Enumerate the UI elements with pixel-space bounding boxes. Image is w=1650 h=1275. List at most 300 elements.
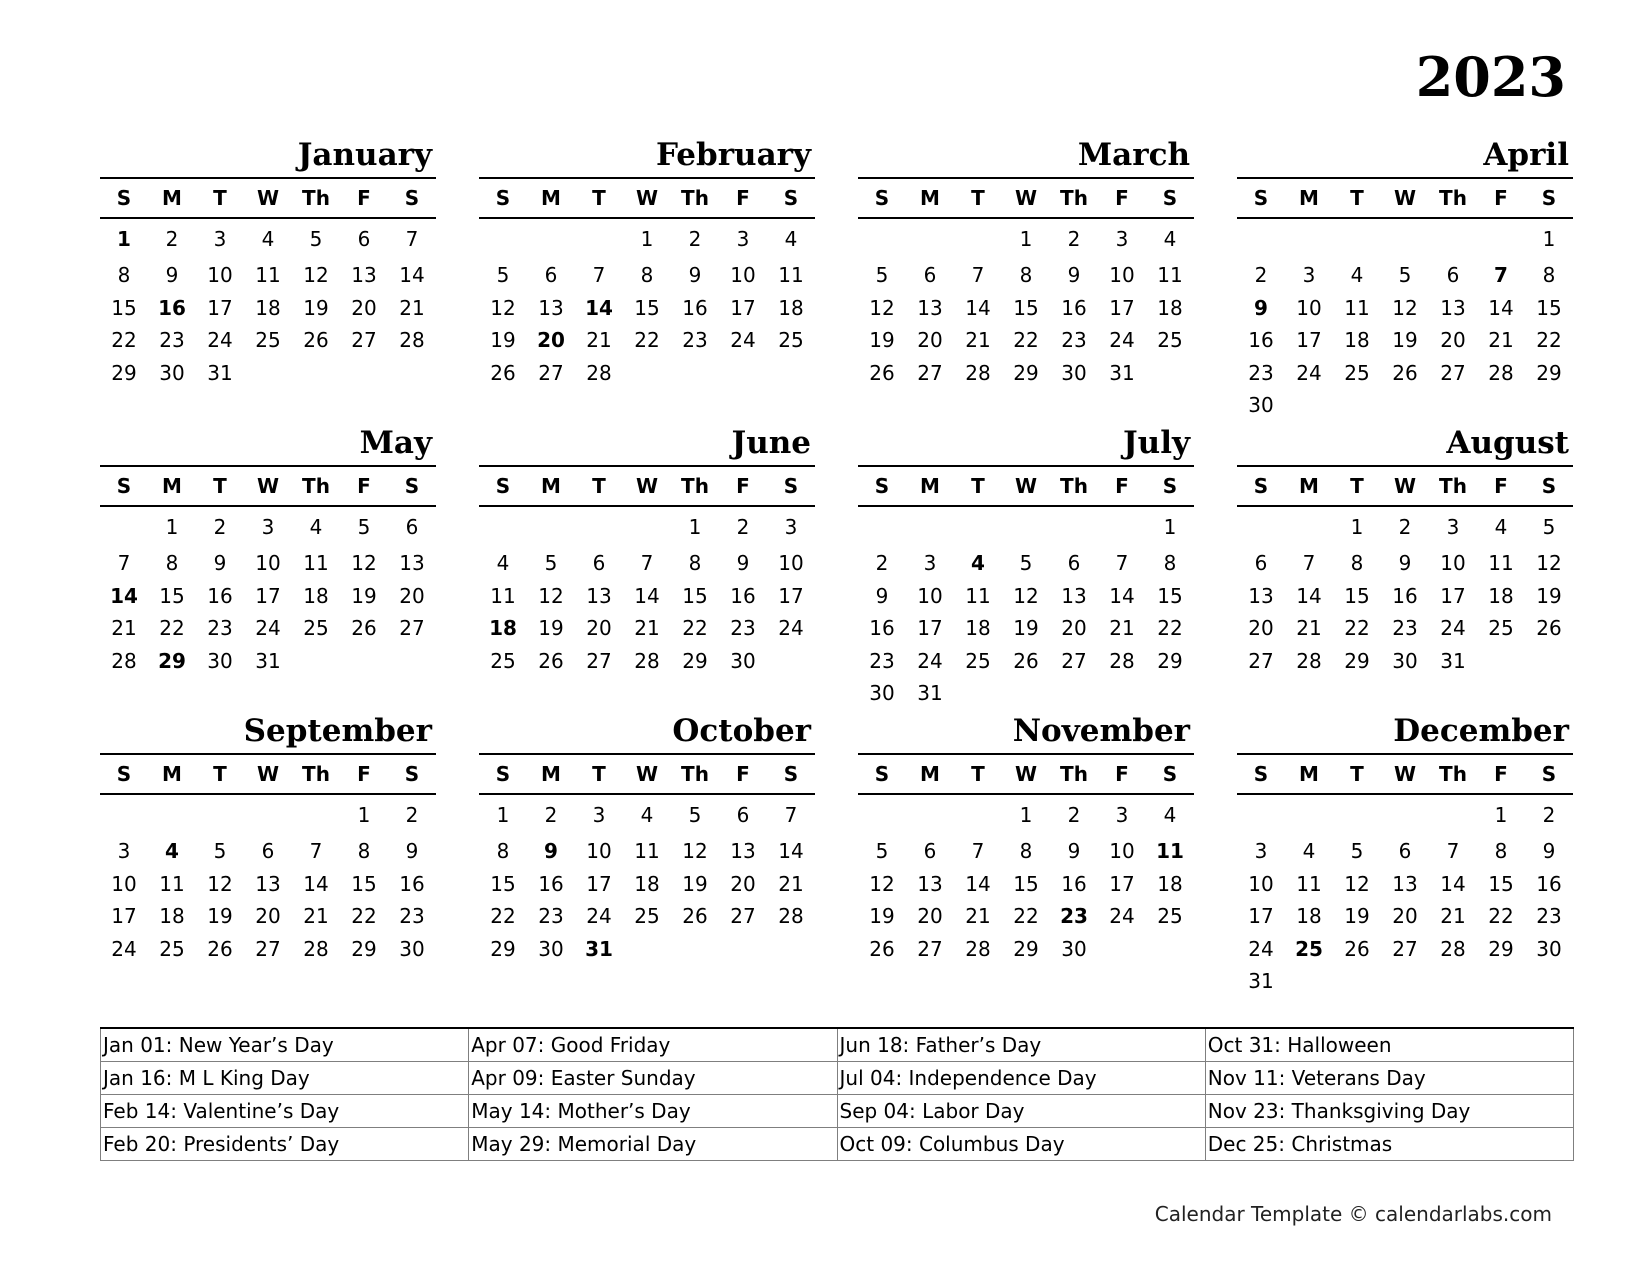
week-row (479, 357, 815, 390)
day-cell: 20 (586, 616, 612, 640)
day-cell: 22 (1488, 904, 1514, 928)
week-row (479, 868, 815, 901)
month-name: November (858, 709, 1194, 755)
year-title: 2023 (1415, 45, 1566, 109)
week-row (100, 259, 436, 292)
day-cell: 28 (965, 936, 991, 961)
week-row (1237, 324, 1573, 357)
day-cell: 10 (730, 263, 756, 287)
day-cell: 28 (965, 360, 991, 385)
day-cell: 15 (490, 871, 516, 896)
day-cell: 14 (1488, 295, 1514, 320)
empty-day-cell (479, 223, 527, 259)
week-row (858, 324, 1194, 357)
day-cell: 29 (682, 648, 708, 673)
day-cell: 16 (1061, 295, 1087, 320)
day-cell: 26 (303, 328, 329, 352)
week-row (100, 868, 436, 901)
empty-day-cell (1285, 389, 1333, 422)
month-name: October (479, 709, 815, 755)
day-cell: 16 (1392, 583, 1418, 608)
day-of-week-label: W (256, 762, 280, 786)
day-cell: 22 (1157, 616, 1183, 640)
day-cell: 16 (730, 583, 756, 608)
day-cell: 26 (207, 936, 233, 961)
month-july (858, 421, 1194, 709)
day-of-week-header (100, 467, 436, 507)
day-cell: 28 (1109, 648, 1135, 673)
day-cell: 7 (971, 839, 985, 863)
day-cell: 21 (965, 904, 991, 928)
day-cell: 4 (261, 227, 275, 251)
day-cell: 1 (640, 227, 654, 251)
day-cell: 23 (159, 328, 185, 352)
day-cell: 19 (351, 583, 377, 608)
day-cell: 4 (496, 551, 510, 575)
day-of-week-label: W (635, 474, 659, 498)
empty-day-cell (858, 799, 906, 835)
day-cell: 8 (496, 839, 510, 863)
day-cell: 27 (399, 616, 425, 640)
empty-day-cell (954, 677, 1002, 710)
empty-day-cell (1098, 933, 1146, 966)
day-of-week-label: S (1541, 474, 1557, 498)
empty-day-cell (954, 799, 1002, 835)
week-row (100, 799, 436, 835)
day-cell: 5 (1542, 515, 1556, 539)
week-row (1237, 933, 1573, 966)
holiday-cell: Sep 04: Labor Day (837, 1095, 1205, 1128)
day-cell: 1 (1019, 227, 1033, 251)
holiday-cell: Dec 25: Christmas (1205, 1128, 1573, 1161)
day-of-week-label: S (404, 186, 420, 210)
month-name: April (1237, 133, 1573, 179)
empty-day-cell (1381, 223, 1429, 259)
day-cell: 6 (923, 839, 937, 863)
day-of-week-label: Th (302, 762, 330, 786)
month-march (858, 133, 1194, 421)
day-cell: 10 (1296, 295, 1322, 320)
week-row (479, 259, 815, 292)
day-cell: 30 (159, 360, 185, 385)
week-row (1237, 612, 1573, 645)
day-cell: 19 (538, 616, 564, 640)
empty-day-cell (1002, 511, 1050, 547)
day-cell: 15 (1344, 583, 1370, 608)
week-row (479, 580, 815, 613)
day-cell: 17 (1248, 904, 1274, 928)
day-cell: 25 (255, 328, 281, 352)
empty-day-cell (1237, 223, 1285, 259)
day-cell: 10 (917, 583, 943, 608)
empty-day-cell (1333, 223, 1381, 259)
day-cell: 13 (1248, 583, 1274, 608)
day-cell: 6 (357, 227, 371, 251)
day-cell: 26 (682, 904, 708, 928)
day-cell: 8 (357, 839, 371, 863)
week-row (479, 292, 815, 325)
empty-day-cell (100, 799, 148, 835)
day-cell: 12 (682, 839, 708, 863)
day-cell: 11 (965, 583, 991, 608)
empty-day-cell (623, 357, 671, 390)
day-cell: 21 (399, 295, 425, 320)
day-cell: 3 (1302, 263, 1316, 287)
day-cell: 30 (1392, 648, 1418, 673)
day-cell: 3 (736, 227, 750, 251)
empty-day-cell (1525, 389, 1573, 422)
day-of-week-label: W (256, 186, 280, 210)
day-cell: 3 (1446, 515, 1460, 539)
day-cell: 19 (490, 328, 516, 352)
week-row (479, 511, 815, 547)
week-row (1237, 645, 1573, 678)
month-may (100, 421, 436, 709)
month-name: July (858, 421, 1194, 467)
day-of-week-label: T (1350, 186, 1364, 210)
day-cell: 9 (736, 551, 750, 575)
day-cell: 8 (117, 263, 131, 287)
day-cell: 25 (1157, 904, 1183, 928)
day-cell: 18 (1344, 328, 1370, 352)
day-of-week-label: F (1115, 186, 1129, 210)
day-cell: 17 (730, 295, 756, 320)
week-row (1237, 292, 1573, 325)
empty-day-cell (767, 645, 815, 678)
day-cell: 9 (688, 263, 702, 287)
day-cell: 13 (586, 583, 612, 608)
empty-day-cell (1429, 223, 1477, 259)
empty-day-cell (388, 357, 436, 390)
holiday-cell: Jan 01: New Year’s Day (101, 1028, 469, 1062)
day-cell: 29 (158, 648, 186, 673)
empty-day-cell (1146, 677, 1194, 710)
day-cell: 8 (1019, 263, 1033, 287)
day-cell: 15 (1157, 583, 1183, 608)
week-row (479, 933, 815, 966)
empty-day-cell (1429, 799, 1477, 835)
empty-day-cell (671, 357, 719, 390)
empty-day-cell (196, 799, 244, 835)
empty-day-cell (479, 511, 527, 547)
day-cell: 14 (303, 871, 329, 896)
day-cell: 24 (1440, 616, 1466, 640)
day-cell: 5 (1019, 551, 1033, 575)
day-cell: 3 (592, 803, 606, 827)
day-cell: 14 (634, 583, 660, 608)
day-cell: 18 (778, 295, 804, 320)
day-cell: 23 (869, 648, 895, 673)
day-cell: 25 (159, 936, 185, 961)
day-cell: 19 (1344, 904, 1370, 928)
day-of-week-label: W (1393, 762, 1417, 786)
day-cell: 12 (1536, 551, 1562, 575)
day-cell: 10 (778, 551, 804, 575)
day-cell: 22 (1344, 616, 1370, 640)
day-cell: 24 (917, 648, 943, 673)
day-cell: 16 (1248, 328, 1274, 352)
day-cell: 19 (869, 904, 895, 928)
week-row (479, 547, 815, 580)
day-cell: 24 (1109, 328, 1135, 352)
day-cell: 6 (544, 263, 558, 287)
day-cell: 15 (1536, 295, 1562, 320)
day-cell: 11 (303, 551, 329, 575)
empty-day-cell (1429, 965, 1477, 998)
day-cell: 20 (255, 904, 281, 928)
day-cell: 4 (165, 839, 179, 863)
day-cell: 1 (1163, 515, 1177, 539)
week-row (1237, 835, 1573, 868)
day-cell: 21 (1440, 904, 1466, 928)
empty-day-cell (148, 799, 196, 835)
day-cell: 17 (111, 904, 137, 928)
day-of-week-label: S (404, 762, 420, 786)
empty-day-cell (244, 799, 292, 835)
day-of-week-label: S (116, 474, 132, 498)
month-april (1237, 133, 1573, 421)
day-cell: 4 (784, 227, 798, 251)
month-name: August (1237, 421, 1573, 467)
empty-day-cell (1477, 389, 1525, 422)
week-row (858, 259, 1194, 292)
day-of-week-label: F (736, 474, 750, 498)
day-cell: 26 (869, 360, 895, 385)
day-of-week-label: S (1253, 186, 1269, 210)
day-cell: 6 (1398, 839, 1412, 863)
day-cell: 29 (1013, 360, 1039, 385)
day-cell: 30 (1061, 936, 1087, 961)
day-of-week-label: W (1014, 762, 1038, 786)
day-cell: 20 (1248, 616, 1274, 640)
day-cell: 21 (634, 616, 660, 640)
day-cell: 13 (730, 839, 756, 863)
day-of-week-label: Th (1439, 186, 1467, 210)
day-of-week-label: F (357, 474, 371, 498)
day-cell: 18 (965, 616, 991, 640)
empty-day-cell (1237, 799, 1285, 835)
day-cell: 5 (688, 803, 702, 827)
day-cell: 30 (538, 936, 564, 961)
day-cell: 18 (1157, 871, 1183, 896)
day-cell: 6 (1446, 263, 1460, 287)
day-cell: 20 (1392, 904, 1418, 928)
day-cell: 2 (1067, 227, 1081, 251)
day-cell: 27 (255, 936, 281, 961)
empty-day-cell (858, 223, 906, 259)
week-row (479, 223, 815, 259)
day-cell: 10 (207, 263, 233, 287)
day-cell: 10 (1248, 871, 1274, 896)
day-of-week-label: W (1393, 474, 1417, 498)
empty-day-cell (1525, 645, 1573, 678)
day-cell: 30 (399, 936, 425, 961)
day-cell: 10 (1440, 551, 1466, 575)
day-cell: 12 (207, 871, 233, 896)
day-cell: 29 (1536, 360, 1562, 385)
day-cell: 13 (399, 551, 425, 575)
day-of-week-label: F (357, 186, 371, 210)
day-cell: 5 (1398, 263, 1412, 287)
empty-day-cell (954, 511, 1002, 547)
day-cell: 27 (586, 648, 612, 673)
day-cell: 15 (111, 295, 137, 320)
day-cell: 29 (351, 936, 377, 961)
day-of-week-label: Th (1060, 474, 1088, 498)
day-of-week-label: Th (1439, 762, 1467, 786)
empty-day-cell (1237, 511, 1285, 547)
week-row (100, 612, 436, 645)
holiday-cell: Jun 18: Father’s Day (837, 1028, 1205, 1062)
day-cell: 4 (971, 551, 985, 575)
day-cell: 14 (1109, 583, 1135, 608)
empty-day-cell (858, 511, 906, 547)
day-cell: 26 (1392, 360, 1418, 385)
day-cell: 27 (730, 904, 756, 928)
day-of-week-header (479, 755, 815, 795)
day-cell: 2 (875, 551, 889, 575)
day-cell: 24 (207, 328, 233, 352)
week-row (1237, 389, 1573, 422)
day-cell: 4 (1163, 803, 1177, 827)
holiday-cell: Apr 07: Good Friday (469, 1028, 837, 1062)
day-of-week-label: T (971, 186, 985, 210)
day-cell: 11 (1488, 551, 1514, 575)
day-cell: 20 (1440, 328, 1466, 352)
week-row (100, 900, 436, 933)
day-cell: 2 (1542, 803, 1556, 827)
day-cell: 21 (303, 904, 329, 928)
day-of-week-label: S (495, 762, 511, 786)
day-cell: 2 (213, 515, 227, 539)
day-of-week-label: T (592, 474, 606, 498)
empty-day-cell (244, 357, 292, 390)
day-cell: 13 (1392, 871, 1418, 896)
week-row (858, 223, 1194, 259)
empty-day-cell (1333, 389, 1381, 422)
week-row (100, 357, 436, 390)
day-of-week-header (858, 179, 1194, 219)
day-cell: 24 (1296, 360, 1322, 385)
day-cell: 2 (688, 227, 702, 251)
week-row (858, 799, 1194, 835)
day-cell: 19 (1392, 328, 1418, 352)
day-cell: 1 (117, 227, 131, 251)
day-of-week-label: M (541, 186, 561, 210)
day-cell: 5 (496, 263, 510, 287)
day-cell: 24 (730, 328, 756, 352)
week-row (479, 799, 815, 835)
day-cell: 6 (923, 263, 937, 287)
day-of-week-label: F (1494, 762, 1508, 786)
day-cell: 22 (1013, 904, 1039, 928)
week-row (858, 580, 1194, 613)
empty-day-cell (1333, 799, 1381, 835)
day-cell: 23 (1061, 328, 1087, 352)
holiday-row (101, 1128, 1574, 1161)
day-cell: 21 (1296, 616, 1322, 640)
day-cell: 7 (1494, 263, 1508, 287)
day-of-week-label: S (1541, 762, 1557, 786)
day-cell: 20 (399, 583, 425, 608)
empty-day-cell (292, 645, 340, 678)
day-cell: 28 (111, 648, 137, 673)
day-cell: 14 (1440, 871, 1466, 896)
day-cell: 19 (869, 328, 895, 352)
day-cell: 16 (207, 583, 233, 608)
day-cell: 18 (159, 904, 185, 928)
empty-day-cell (719, 357, 767, 390)
day-cell: 29 (490, 936, 516, 961)
day-cell: 10 (255, 551, 281, 575)
day-cell: 10 (586, 839, 612, 863)
day-cell: 9 (213, 551, 227, 575)
week-row (858, 612, 1194, 645)
holiday-table (100, 1027, 1574, 1161)
day-cell: 16 (399, 871, 425, 896)
empty-day-cell (1146, 933, 1194, 966)
day-of-week-label: S (1162, 474, 1178, 498)
day-of-week-label: M (162, 186, 182, 210)
day-cell: 27 (917, 360, 943, 385)
day-cell: 24 (255, 616, 281, 640)
day-cell: 5 (309, 227, 323, 251)
day-cell: 27 (1440, 360, 1466, 385)
day-of-week-label: W (635, 762, 659, 786)
day-cell: 27 (917, 936, 943, 961)
day-cell: 2 (1254, 263, 1268, 287)
empty-day-cell (623, 933, 671, 966)
day-cell: 30 (1061, 360, 1087, 385)
holiday-cell: Oct 09: Columbus Day (837, 1128, 1205, 1161)
day-cell: 28 (1440, 936, 1466, 961)
day-cell: 13 (351, 263, 377, 287)
day-cell: 6 (1067, 551, 1081, 575)
day-cell: 9 (1254, 295, 1268, 320)
day-cell: 26 (490, 360, 516, 385)
day-cell: 17 (778, 583, 804, 608)
day-cell: 28 (399, 328, 425, 352)
empty-day-cell (292, 799, 340, 835)
week-row (858, 933, 1194, 966)
month-january (100, 133, 436, 421)
day-of-week-label: M (162, 762, 182, 786)
day-cell: 20 (351, 295, 377, 320)
empty-day-cell (623, 511, 671, 547)
day-cell: 11 (490, 583, 516, 608)
holiday-cell: Nov 11: Veterans Day (1205, 1062, 1573, 1095)
day-of-week-label: T (213, 762, 227, 786)
day-cell: 7 (1302, 551, 1316, 575)
day-cell: 31 (585, 936, 613, 961)
empty-day-cell (1429, 389, 1477, 422)
day-cell: 21 (111, 616, 137, 640)
empty-day-cell (906, 223, 954, 259)
day-cell: 29 (1013, 936, 1039, 961)
day-of-week-header (1237, 755, 1573, 795)
day-cell: 21 (1488, 328, 1514, 352)
day-of-week-label: M (1299, 186, 1319, 210)
empty-day-cell (388, 645, 436, 678)
day-cell: 8 (640, 263, 654, 287)
day-cell: 29 (111, 360, 137, 385)
day-cell: 8 (1350, 551, 1364, 575)
empty-day-cell (1285, 511, 1333, 547)
day-cell: 18 (1296, 904, 1322, 928)
day-cell: 29 (1157, 648, 1183, 673)
day-cell: 22 (111, 328, 137, 352)
empty-day-cell (527, 223, 575, 259)
